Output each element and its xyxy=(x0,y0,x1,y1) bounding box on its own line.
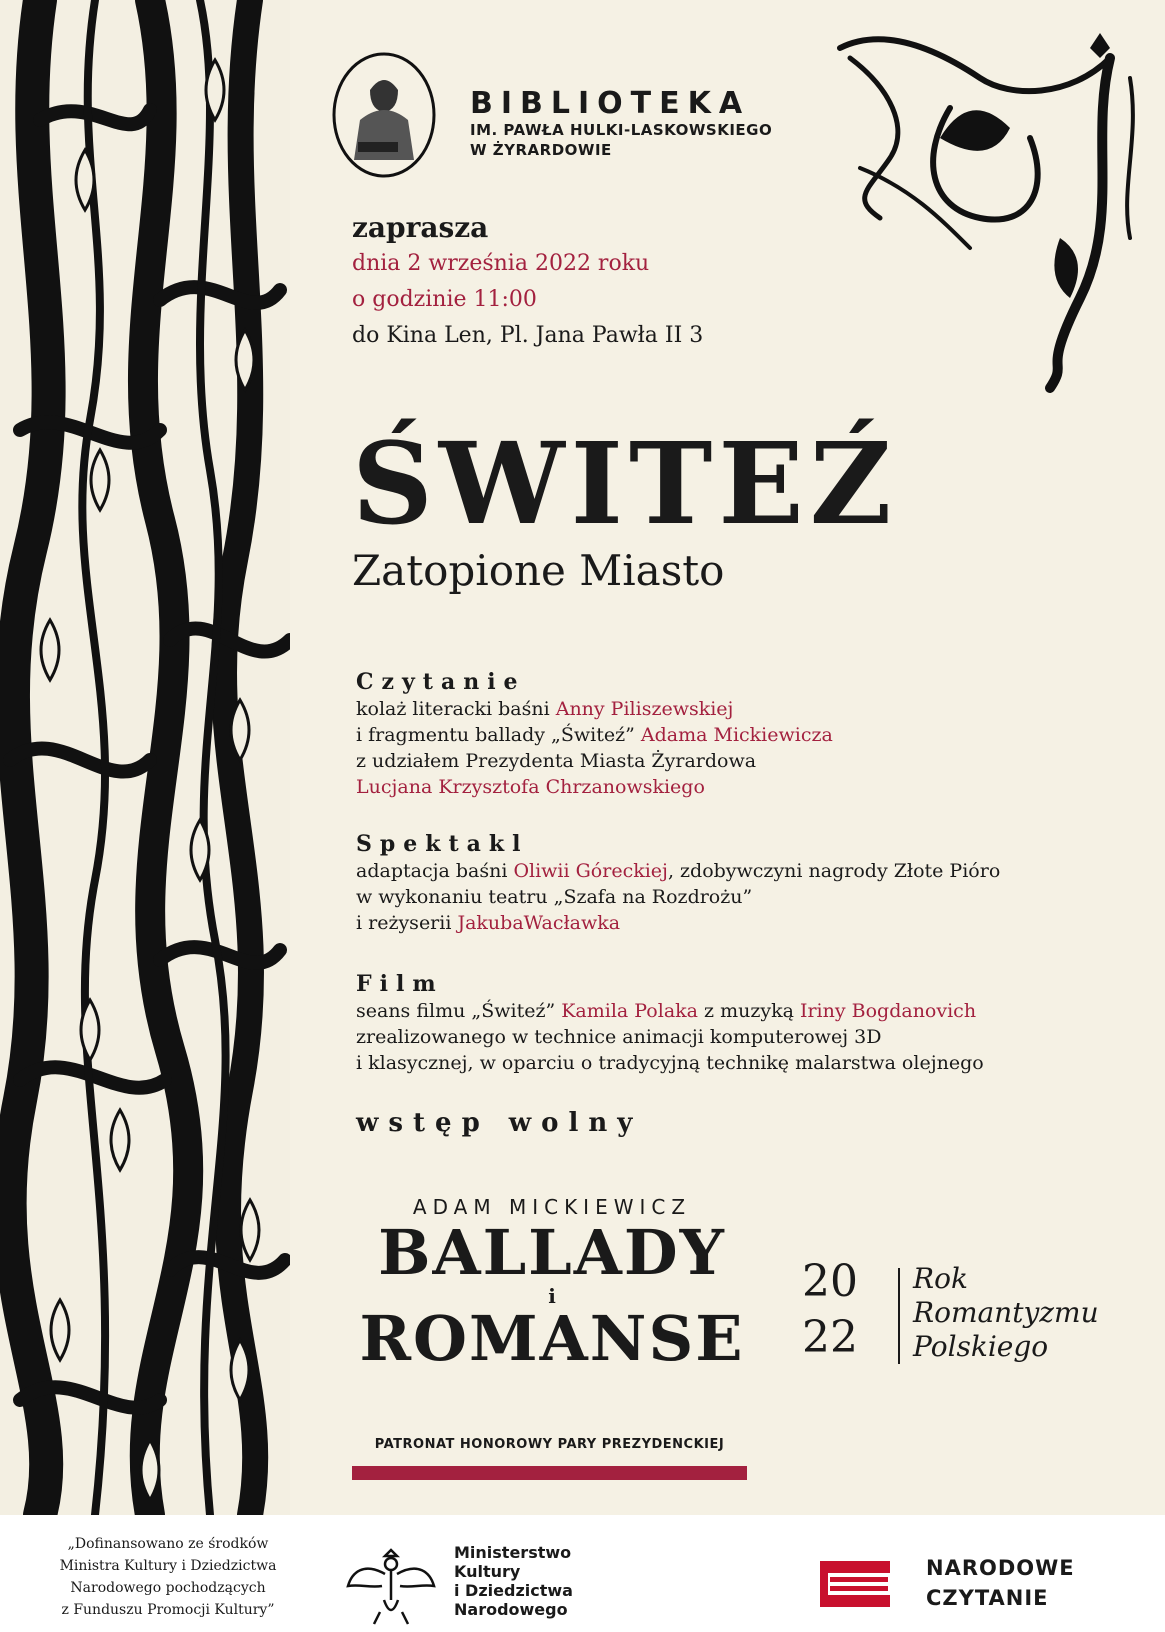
library-logo-icon xyxy=(330,50,438,180)
author-name: Anny Piliszewskiej xyxy=(555,698,734,720)
ballady-author: ADAM MICKIEWICZ xyxy=(412,1195,692,1219)
section-film: Film seans filmu „Świteź” Kamila Polaka z muzyką Iriny Bogdanovich zrealizowanego w technice animacji komputerowej 3D i klasycznej, w oparciu o tradycyjną technikę malarstwa olejnego xyxy=(356,970,1126,1076)
footer xyxy=(0,1515,1165,1632)
director-name: JakubaWacławka xyxy=(457,912,621,934)
main-title: ŚWITEŹ xyxy=(352,419,898,550)
event-date: dnia 2 września 2022 roku xyxy=(352,251,650,276)
author-name: Oliwii Góreckiej xyxy=(513,860,668,882)
corner-ornament-icon xyxy=(830,18,1160,408)
snowdrop-pattern-icon xyxy=(0,0,290,1515)
event-place: do Kina Len, Pl. Jana Pawła II 3 xyxy=(352,323,704,348)
ballady-logo xyxy=(352,1193,752,1375)
title-block xyxy=(352,419,912,599)
free-entry: wstęp wolny xyxy=(356,1108,643,1138)
event-time: o godzinie 11:00 xyxy=(352,287,537,312)
narodowe-czytanie-text: NARODOWE CZYTANIE xyxy=(926,1556,1075,1610)
subtitle: Zatopione Miasto xyxy=(352,546,725,595)
section-czytanie: Czytanie kolaż literacki baśni Anny Piliszewskiej i fragmentu ballady „Świteź” Adama Mickiewicza z udziałem Prezydenta Miasta Żyrardowa Lucjana Krzysztofa Chrzanowskiego xyxy=(356,668,1126,800)
ballady-word2: ROMANSE xyxy=(359,1302,745,1375)
romanticism-year-logo xyxy=(798,1256,1128,1370)
library-patron: IM. PAWŁA HULKI-LASKOWSKIEGO xyxy=(470,121,773,139)
narodowe-czytanie-book-icon xyxy=(810,1555,910,1613)
invite-verb: zaprasza xyxy=(352,211,489,244)
author-name: Adama Mickiewicza xyxy=(640,724,833,746)
year-divider xyxy=(898,1268,900,1364)
section-heading: Czytanie xyxy=(356,669,526,695)
director-name: Kamila Polaka xyxy=(561,1000,698,1022)
library-city: W ŻYRARDOWIE xyxy=(470,141,612,159)
ballady-conjunction: i xyxy=(548,1284,556,1308)
funding-note: „Dofinansowano ze środków Ministra Kultury i Dziedzictwa Narodowego pochodzących z Funduszu Promocji Kultury” xyxy=(59,1536,277,1618)
ballady-word1: BALLADY xyxy=(378,1216,726,1289)
library-header xyxy=(470,88,772,160)
romanticism-text: Rok Romantyzmu Polskiego xyxy=(913,1262,1099,1363)
year-digits-bottom: 22 xyxy=(802,1312,858,1363)
mayor-name: Lucjana Krzysztofa Chrzanowskiego xyxy=(356,776,705,798)
section-heading: Spektakl xyxy=(356,831,529,857)
patronage-text: PATRONAT HONOROWY PARY PREZYDENCKIEJ xyxy=(374,1437,725,1452)
polish-eagle-icon xyxy=(344,1542,438,1628)
ministry-logo-text: Ministerstwo Kultury i Dziedzictwa Narodowego xyxy=(454,1543,573,1619)
year-digits-top: 20 xyxy=(802,1256,858,1307)
floral-border-pattern xyxy=(0,0,290,1515)
composer-name: Iriny Bogdanovich xyxy=(799,1000,977,1022)
patronage-bar xyxy=(352,1466,747,1480)
section-spektakl: Spektakl adaptacja baśni Oliwii Góreckiej, zdobywczyni nagrody Złote Pióro w wykonaniu teatru „Szafa na Rozdrożu” i reżyserii JakubaWacławka xyxy=(356,830,1126,936)
section-heading: Film xyxy=(356,971,444,997)
invitation-block xyxy=(352,210,832,354)
library-name: BIBLIOTEKA xyxy=(470,86,751,121)
